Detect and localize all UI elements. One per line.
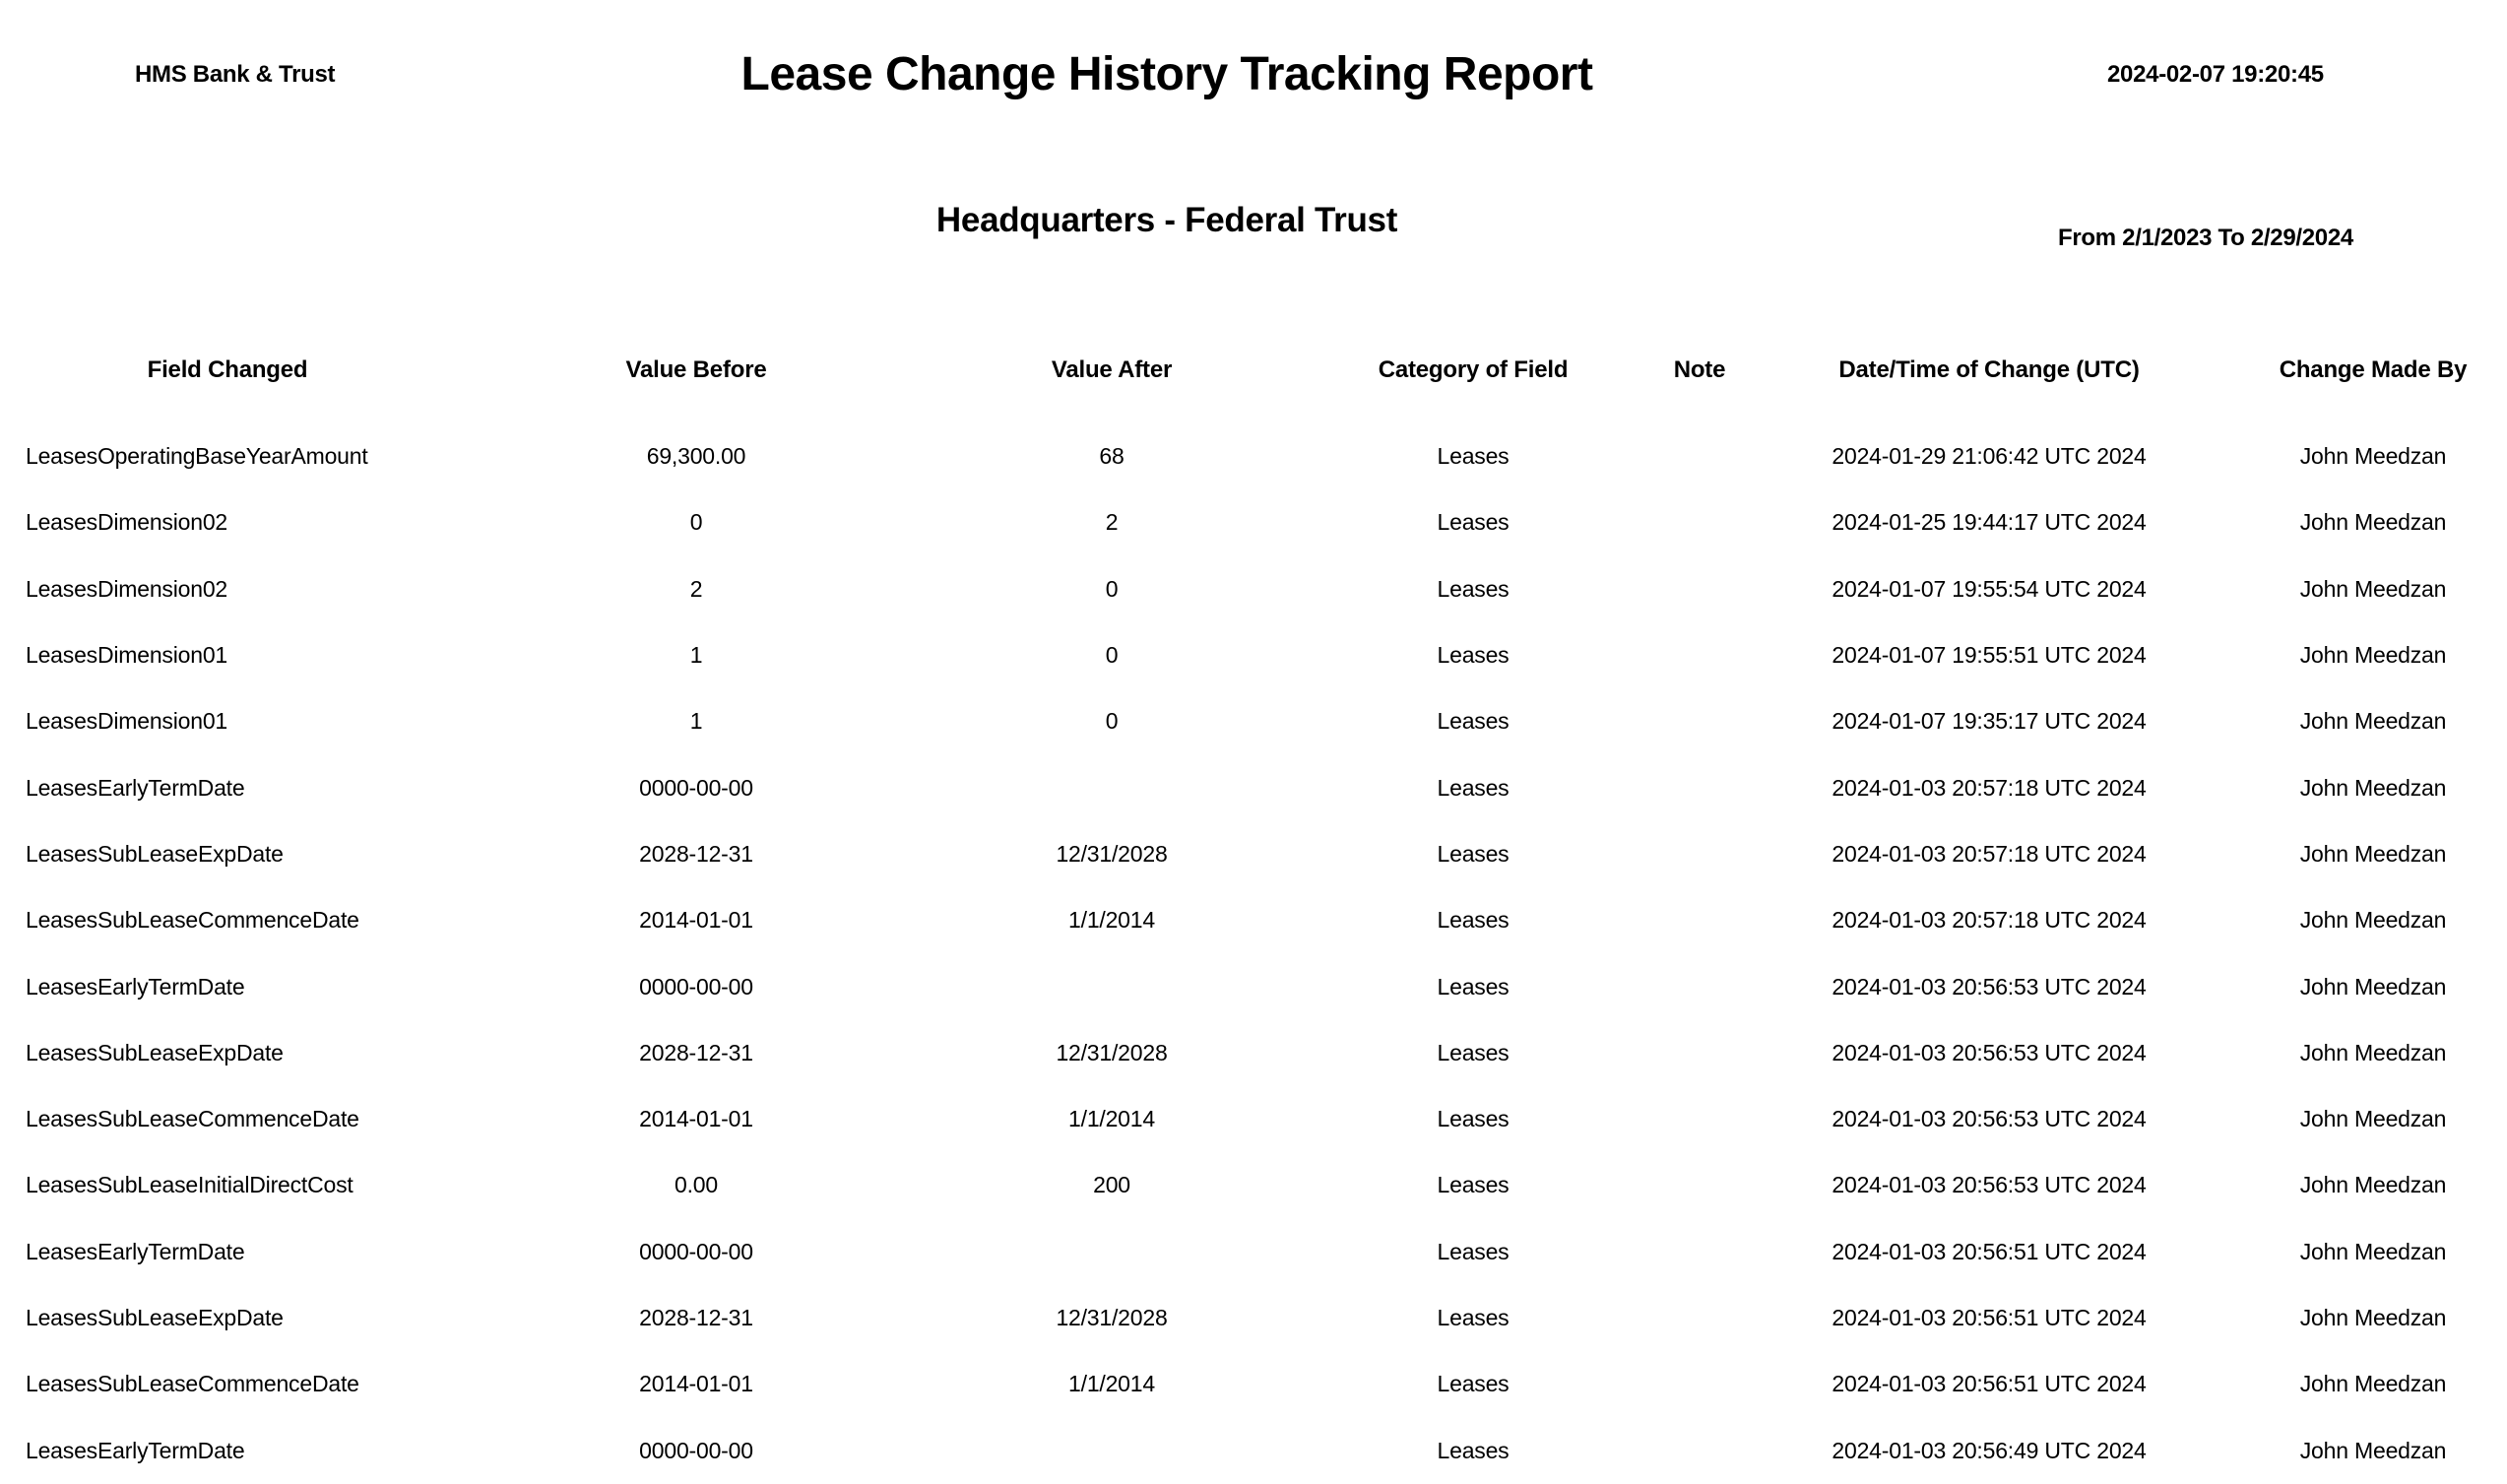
field-changed-cell: LeasesEarlyTermDate — [26, 973, 245, 1000]
changed-by-cell: John Meedzan — [2299, 907, 2447, 934]
field-changed-cell: LeasesEarlyTermDate — [26, 1437, 245, 1463]
field-changed-cell: LeasesDimension02 — [26, 575, 228, 602]
changed-by-cell: John Meedzan — [2299, 1238, 2447, 1264]
field-changed-cell: LeasesEarlyTermDate — [26, 774, 245, 801]
change-datetime-cell: 2024-01-29 21:06:42 UTC 2024 — [1832, 443, 2147, 470]
field-changed-cell: LeasesSubLeaseCommenceDate — [26, 1371, 359, 1397]
value-after-cell: 12/31/2028 — [1056, 840, 1168, 867]
changed-by-cell: John Meedzan — [2299, 708, 2447, 735]
change-datetime-cell: 2024-01-03 20:56:49 UTC 2024 — [1832, 1437, 2147, 1463]
table-row — [0, 556, 2507, 622]
change-datetime-cell: 2024-01-25 19:44:17 UTC 2024 — [1832, 509, 2147, 536]
change-datetime-cell: 2024-01-03 20:56:53 UTC 2024 — [1832, 1172, 2147, 1198]
note-cell — [1660, 1086, 1739, 1152]
table-row — [0, 1020, 2507, 1086]
table-row — [0, 887, 2507, 953]
changed-by-cell: John Meedzan — [2299, 840, 2447, 867]
value-after-cell: 0 — [1105, 642, 1119, 669]
changed-by-cell: John Meedzan — [2299, 575, 2447, 602]
category-cell: Leases — [1437, 774, 1510, 801]
note-cell — [1660, 1351, 1739, 1417]
column-header-datetime: Date/Time of Change (UTC) — [1838, 356, 2140, 383]
change-history-table — [0, 337, 2507, 1484]
note-cell — [1660, 622, 1739, 688]
value-before-cell: 2 — [689, 575, 703, 602]
field-changed-cell: LeasesDimension02 — [26, 509, 228, 536]
field-changed-cell: LeasesSubLeaseCommenceDate — [26, 907, 359, 934]
change-datetime-cell: 2024-01-03 20:56:53 UTC 2024 — [1832, 1039, 2147, 1065]
note-cell — [1660, 1219, 1739, 1285]
field-changed-cell: LeasesSubLeaseExpDate — [26, 1039, 284, 1065]
value-after-cell — [937, 754, 1286, 820]
organization-name: HMS Bank & Trust — [135, 61, 336, 88]
value-before-cell: 2014-01-01 — [639, 1371, 753, 1397]
column-header-category: Category of Field — [1378, 356, 1569, 383]
value-after-cell: 0 — [1105, 708, 1119, 735]
value-before-cell: 0000-00-00 — [639, 1238, 753, 1264]
generated-timestamp: 2024-02-07 19:20:45 — [2107, 61, 2324, 88]
category-cell: Leases — [1437, 708, 1510, 735]
value-after-cell: 0 — [1105, 575, 1119, 602]
change-datetime-cell: 2024-01-03 20:56:51 UTC 2024 — [1832, 1371, 2147, 1397]
value-before-cell: 0 — [689, 509, 703, 536]
category-cell: Leases — [1437, 1172, 1510, 1198]
table-row — [0, 821, 2507, 887]
changed-by-cell: John Meedzan — [2299, 774, 2447, 801]
value-after-cell — [937, 953, 1286, 1019]
changed-by-cell: John Meedzan — [2299, 1106, 2447, 1132]
change-datetime-cell: 2024-01-03 20:57:18 UTC 2024 — [1832, 774, 2147, 801]
category-cell: Leases — [1437, 1238, 1510, 1264]
table-row — [0, 953, 2507, 1019]
note-cell — [1660, 754, 1739, 820]
field-changed-cell: LeasesSubLeaseExpDate — [26, 1305, 284, 1330]
note-cell — [1660, 1417, 1739, 1483]
table-row — [0, 688, 2507, 754]
field-changed-cell: LeasesDimension01 — [26, 642, 228, 669]
value-after-cell: 200 — [1093, 1172, 1130, 1198]
change-datetime-cell: 2024-01-07 19:35:17 UTC 2024 — [1832, 708, 2147, 735]
category-cell: Leases — [1437, 840, 1510, 867]
table-row — [0, 423, 2507, 489]
table-row — [0, 1417, 2507, 1483]
changed-by-cell: John Meedzan — [2299, 443, 2447, 470]
field-changed-cell: LeasesDimension01 — [26, 708, 228, 735]
value-before-cell: 0000-00-00 — [639, 973, 753, 1000]
field-changed-cell: LeasesSubLeaseInitialDirectCost — [26, 1172, 354, 1198]
column-header-value-after: Value After — [1051, 356, 1173, 383]
changed-by-cell: John Meedzan — [2299, 1039, 2447, 1065]
value-before-cell: 69,300.00 — [646, 443, 746, 470]
category-cell: Leases — [1437, 1305, 1510, 1330]
table-row — [0, 1285, 2507, 1351]
note-cell — [1660, 1285, 1739, 1351]
note-cell — [1660, 887, 1739, 953]
value-after-cell — [937, 1219, 1286, 1285]
category-cell: Leases — [1437, 1437, 1510, 1463]
change-datetime-cell: 2024-01-03 20:57:18 UTC 2024 — [1832, 907, 2147, 934]
value-after-cell: 1/1/2014 — [1068, 1371, 1155, 1397]
field-changed-cell: LeasesSubLeaseCommenceDate — [26, 1106, 359, 1132]
note-cell — [1660, 556, 1739, 622]
note-cell — [1660, 1152, 1739, 1218]
category-cell: Leases — [1437, 1106, 1510, 1132]
category-cell: Leases — [1437, 575, 1510, 602]
column-header-value-before: Value Before — [625, 356, 767, 383]
changed-by-cell: John Meedzan — [2299, 1305, 2447, 1330]
value-after-cell — [937, 1417, 1286, 1483]
change-datetime-cell: 2024-01-03 20:56:53 UTC 2024 — [1832, 973, 2147, 1000]
category-cell: Leases — [1437, 509, 1510, 536]
table-header-row — [0, 337, 2507, 423]
changed-by-cell: John Meedzan — [2299, 642, 2447, 669]
field-changed-cell: LeasesSubLeaseExpDate — [26, 840, 284, 867]
changed-by-cell: John Meedzan — [2299, 1371, 2447, 1397]
table-row — [0, 1152, 2507, 1218]
value-before-cell: 1 — [689, 708, 703, 735]
category-cell: Leases — [1437, 443, 1510, 470]
change-datetime-cell: 2024-01-07 19:55:51 UTC 2024 — [1832, 642, 2147, 669]
value-after-cell: 12/31/2028 — [1056, 1305, 1168, 1330]
value-before-cell: 2028-12-31 — [639, 1305, 753, 1330]
changed-by-cell: John Meedzan — [2299, 973, 2447, 1000]
report-title: Lease Change History Tracking Report — [740, 48, 1593, 100]
value-before-cell: 0000-00-00 — [639, 1437, 753, 1463]
change-datetime-cell: 2024-01-07 19:55:54 UTC 2024 — [1832, 575, 2147, 602]
note-cell — [1660, 953, 1739, 1019]
column-header-field-changed: Field Changed — [147, 356, 308, 383]
table-row — [0, 1219, 2507, 1285]
table-body — [0, 423, 2507, 1484]
column-header-changed-by: Change Made By — [2279, 356, 2468, 383]
value-after-cell: 12/31/2028 — [1056, 1039, 1168, 1065]
value-before-cell: 2014-01-01 — [639, 907, 753, 934]
table-row — [0, 1351, 2507, 1417]
field-changed-cell: LeasesOperatingBaseYearAmount — [26, 443, 368, 470]
field-changed-cell: LeasesEarlyTermDate — [26, 1238, 245, 1264]
category-cell: Leases — [1437, 1039, 1510, 1065]
note-cell — [1660, 1020, 1739, 1086]
changed-by-cell: John Meedzan — [2299, 1437, 2447, 1463]
note-cell — [1660, 489, 1739, 555]
change-datetime-cell: 2024-01-03 20:56:51 UTC 2024 — [1832, 1305, 2147, 1330]
value-before-cell: 1 — [689, 642, 703, 669]
category-cell: Leases — [1437, 973, 1510, 1000]
category-cell: Leases — [1437, 642, 1510, 669]
table-row — [0, 1086, 2507, 1152]
changed-by-cell: John Meedzan — [2299, 509, 2447, 536]
value-after-cell: 1/1/2014 — [1068, 1106, 1155, 1132]
value-before-cell: 2014-01-01 — [639, 1106, 753, 1132]
note-cell — [1660, 423, 1739, 489]
column-header-note: Note — [1673, 356, 1726, 383]
table-row — [0, 754, 2507, 820]
changed-by-cell: John Meedzan — [2299, 1172, 2447, 1198]
table-row — [0, 489, 2507, 555]
value-before-cell: 2028-12-31 — [639, 1039, 753, 1065]
value-after-cell: 1/1/2014 — [1068, 907, 1155, 934]
category-cell: Leases — [1437, 1371, 1510, 1397]
report-subtitle: Headquarters - Federal Trust — [935, 201, 1398, 239]
note-cell — [1660, 821, 1739, 887]
change-datetime-cell: 2024-01-03 20:56:51 UTC 2024 — [1832, 1238, 2147, 1264]
value-before-cell: 2028-12-31 — [639, 840, 753, 867]
date-range: From 2/1/2023 To 2/29/2024 — [2058, 225, 2353, 251]
value-before-cell: 0.00 — [675, 1172, 718, 1198]
note-cell — [1660, 688, 1739, 754]
change-datetime-cell: 2024-01-03 20:57:18 UTC 2024 — [1832, 840, 2147, 867]
value-after-cell: 2 — [1105, 509, 1119, 536]
value-before-cell: 0000-00-00 — [639, 774, 753, 801]
category-cell: Leases — [1437, 907, 1510, 934]
change-datetime-cell: 2024-01-03 20:56:53 UTC 2024 — [1832, 1106, 2147, 1132]
table-row — [0, 622, 2507, 688]
value-after-cell: 68 — [1099, 443, 1125, 470]
